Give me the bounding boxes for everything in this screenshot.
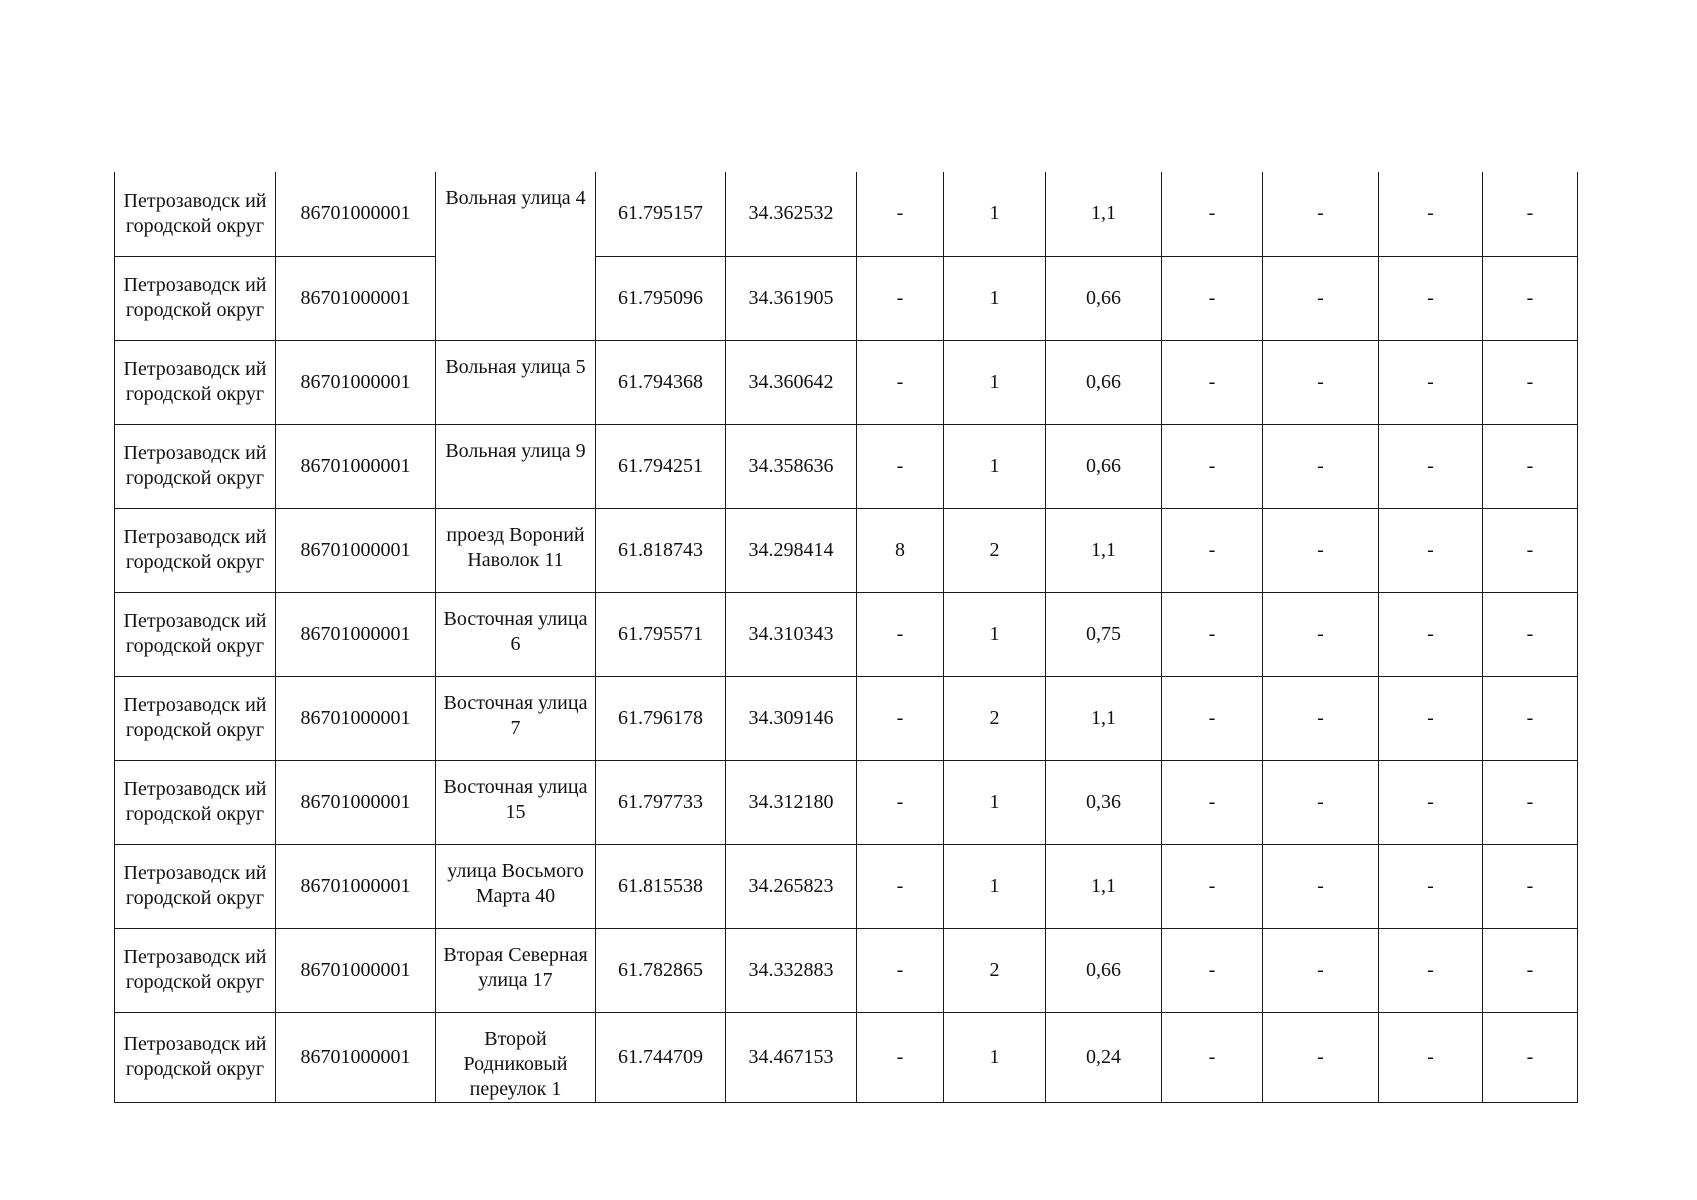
column-10-cell: - (1263, 508, 1379, 592)
column-9-cell: - (1162, 844, 1263, 928)
municipality-cell: Петрозаводск ий городской округ (115, 1012, 276, 1102)
table-body (115, 172, 1578, 1102)
column-12-cell: - (1483, 760, 1578, 844)
table-row (115, 760, 1578, 844)
column-9-cell: - (1162, 256, 1263, 340)
column-11-cell: - (1379, 424, 1483, 508)
municipality-cell: Петрозаводск ий городской округ (115, 424, 276, 508)
latitude-cell: 61.794368 (596, 340, 726, 424)
table-row (115, 424, 1578, 508)
address-cell: Вторая Северная улица 17 (436, 928, 596, 1012)
column-10-cell: - (1263, 676, 1379, 760)
oktmo-cell: 86701000001 (276, 592, 436, 676)
column-8-cell: 0,66 (1046, 928, 1162, 1012)
table-row (115, 592, 1578, 676)
oktmo-cell: 86701000001 (276, 676, 436, 760)
column-9-cell: - (1162, 172, 1263, 256)
longitude-cell: 34.309146 (726, 676, 857, 760)
column-6-cell: - (857, 676, 944, 760)
oktmo-cell: 86701000001 (276, 844, 436, 928)
latitude-cell: 61.795157 (596, 172, 726, 256)
column-8-cell: 0,66 (1046, 256, 1162, 340)
column-11-cell: - (1379, 592, 1483, 676)
column-10-cell: - (1263, 340, 1379, 424)
column-7-cell: 1 (944, 424, 1046, 508)
longitude-cell: 34.310343 (726, 592, 857, 676)
address-cell: Вольная улица 9 (436, 424, 596, 508)
column-10-cell: - (1263, 592, 1379, 676)
municipality-cell: Петрозаводск ий городской округ (115, 676, 276, 760)
column-9-cell: - (1162, 676, 1263, 760)
latitude-cell: 61.795571 (596, 592, 726, 676)
column-8-cell: 0,24 (1046, 1012, 1162, 1102)
column-8-cell: 0,66 (1046, 424, 1162, 508)
table-row (115, 676, 1578, 760)
column-12-cell: - (1483, 256, 1578, 340)
column-9-cell: - (1162, 424, 1263, 508)
longitude-cell: 34.298414 (726, 508, 857, 592)
latitude-cell: 61.795096 (596, 256, 726, 340)
column-8-cell: 1,1 (1046, 172, 1162, 256)
address-cell: Вольная улица 5 (436, 340, 596, 424)
column-9-cell: - (1162, 928, 1263, 1012)
column-6-cell: - (857, 928, 944, 1012)
address-cell: Восточная улица 6 (436, 592, 596, 676)
column-6-cell: - (857, 172, 944, 256)
column-6-cell: - (857, 340, 944, 424)
address-cell: проезд Вороний Наволок 11 (436, 508, 596, 592)
oktmo-cell: 86701000001 (276, 1012, 436, 1102)
column-10-cell: - (1263, 424, 1379, 508)
column-11-cell: - (1379, 340, 1483, 424)
longitude-cell: 34.332883 (726, 928, 857, 1012)
column-11-cell: - (1379, 508, 1483, 592)
latitude-cell: 61.782865 (596, 928, 726, 1012)
column-6-cell: - (857, 1012, 944, 1102)
column-8-cell: 0,66 (1046, 340, 1162, 424)
column-7-cell: 1 (944, 1012, 1046, 1102)
table-row (115, 928, 1578, 1012)
column-7-cell: 1 (944, 256, 1046, 340)
column-9-cell: - (1162, 1012, 1263, 1102)
column-12-cell: - (1483, 1012, 1578, 1102)
column-10-cell: - (1263, 172, 1379, 256)
latitude-cell: 61.818743 (596, 508, 726, 592)
column-7-cell: 2 (944, 676, 1046, 760)
table-row (115, 508, 1578, 592)
longitude-cell: 34.361905 (726, 256, 857, 340)
oktmo-cell: 86701000001 (276, 760, 436, 844)
oktmo-cell: 86701000001 (276, 424, 436, 508)
column-12-cell: - (1483, 928, 1578, 1012)
oktmo-cell: 86701000001 (276, 256, 436, 340)
column-7-cell: 2 (944, 928, 1046, 1012)
column-6-cell: - (857, 760, 944, 844)
longitude-cell: 34.360642 (726, 340, 857, 424)
municipality-cell: Петрозаводск ий городской округ (115, 928, 276, 1012)
municipality-cell: Петрозаводск ий городской округ (115, 508, 276, 592)
column-9-cell: - (1162, 592, 1263, 676)
column-6-cell: - (857, 844, 944, 928)
registry-table (114, 172, 1578, 1103)
latitude-cell: 61.797733 (596, 760, 726, 844)
column-12-cell: - (1483, 844, 1578, 928)
column-11-cell: - (1379, 844, 1483, 928)
column-7-cell: 1 (944, 592, 1046, 676)
latitude-cell: 61.794251 (596, 424, 726, 508)
column-10-cell: - (1263, 256, 1379, 340)
column-6-cell: - (857, 592, 944, 676)
column-11-cell: - (1379, 172, 1483, 256)
column-10-cell: - (1263, 844, 1379, 928)
longitude-cell: 34.265823 (726, 844, 857, 928)
table-row (115, 1012, 1578, 1102)
column-8-cell: 0,36 (1046, 760, 1162, 844)
column-6-cell: 8 (857, 508, 944, 592)
column-6-cell: - (857, 256, 944, 340)
column-9-cell: - (1162, 340, 1263, 424)
oktmo-cell: 86701000001 (276, 172, 436, 256)
column-6-cell: - (857, 424, 944, 508)
column-11-cell: - (1379, 1012, 1483, 1102)
oktmo-cell: 86701000001 (276, 340, 436, 424)
column-10-cell: - (1263, 1012, 1379, 1102)
longitude-cell: 34.467153 (726, 1012, 857, 1102)
column-11-cell: - (1379, 256, 1483, 340)
column-9-cell: - (1162, 760, 1263, 844)
column-7-cell: 2 (944, 508, 1046, 592)
address-cell: Восточная улица 15 (436, 760, 596, 844)
address-cell: Восточная улица 7 (436, 676, 596, 760)
municipality-cell: Петрозаводск ий городской округ (115, 172, 276, 256)
municipality-cell: Петрозаводск ий городской округ (115, 340, 276, 424)
column-11-cell: - (1379, 676, 1483, 760)
oktmo-cell: 86701000001 (276, 928, 436, 1012)
municipality-cell: Петрозаводск ий городской округ (115, 760, 276, 844)
column-8-cell: 1,1 (1046, 844, 1162, 928)
address-cell: Второй Родниковый переулок 1 (436, 1012, 596, 1102)
address-cell: улица Восьмого Марта 40 (436, 844, 596, 928)
column-12-cell: - (1483, 424, 1578, 508)
column-8-cell: 0,75 (1046, 592, 1162, 676)
table-row (115, 844, 1578, 928)
column-12-cell: - (1483, 340, 1578, 424)
table-row (115, 256, 1578, 340)
latitude-cell: 61.744709 (596, 1012, 726, 1102)
column-7-cell: 1 (944, 172, 1046, 256)
longitude-cell: 34.312180 (726, 760, 857, 844)
column-10-cell: - (1263, 928, 1379, 1012)
oktmo-cell: 86701000001 (276, 508, 436, 592)
column-7-cell: 1 (944, 340, 1046, 424)
municipality-cell: Петрозаводск ий городской округ (115, 844, 276, 928)
column-8-cell: 1,1 (1046, 676, 1162, 760)
municipality-cell: Петрозаводск ий городской округ (115, 256, 276, 340)
municipality-cell: Петрозаводск ий городской округ (115, 592, 276, 676)
address-cell: Вольная улица 4 (436, 172, 596, 340)
column-7-cell: 1 (944, 844, 1046, 928)
longitude-cell: 34.358636 (726, 424, 857, 508)
column-8-cell: 1,1 (1046, 508, 1162, 592)
column-7-cell: 1 (944, 760, 1046, 844)
longitude-cell: 34.362532 (726, 172, 857, 256)
column-12-cell: - (1483, 172, 1578, 256)
column-12-cell: - (1483, 508, 1578, 592)
column-9-cell: - (1162, 508, 1263, 592)
column-10-cell: - (1263, 760, 1379, 844)
column-11-cell: - (1379, 760, 1483, 844)
table-row (115, 172, 1578, 256)
column-12-cell: - (1483, 676, 1578, 760)
column-12-cell: - (1483, 592, 1578, 676)
latitude-cell: 61.796178 (596, 676, 726, 760)
latitude-cell: 61.815538 (596, 844, 726, 928)
table-row (115, 340, 1578, 424)
column-11-cell: - (1379, 928, 1483, 1012)
